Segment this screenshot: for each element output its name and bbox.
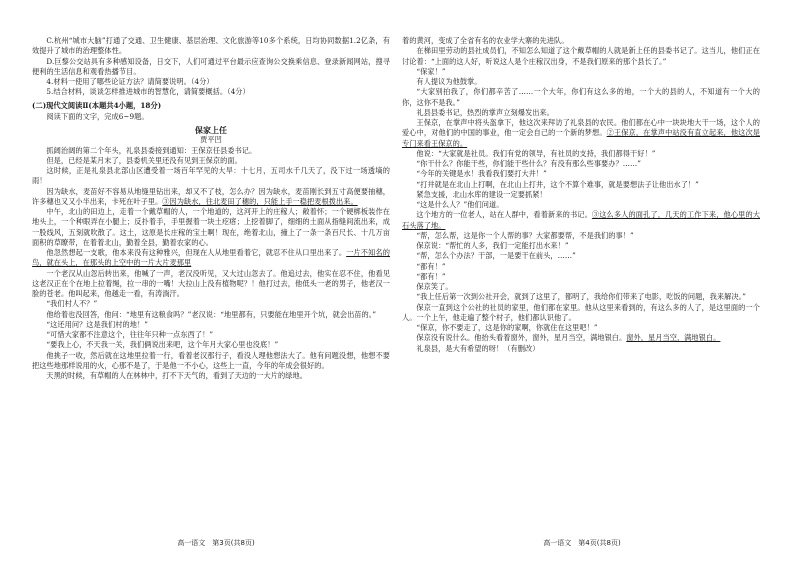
text-paragraph [32, 371, 390, 381]
text-paragraph [32, 166, 390, 187]
paragraph-text: “都有！” [416, 271, 446, 281]
paragraph-text: “帮，怎么帮，这是你一个人帮的事？大家都要帮，不是我们的事！” [416, 230, 634, 240]
paragraph-text: “你干什么？你能干些，你们能干些什么？有没有那么些事要办？……” [416, 159, 641, 168]
text-paragraph [402, 180, 760, 190]
text-paragraph [402, 231, 760, 241]
text-paragraph [402, 46, 760, 67]
text-paragraph [32, 248, 390, 269]
paragraph-text: “保家！” [416, 66, 446, 76]
article-title [32, 125, 390, 135]
text-paragraph [32, 269, 390, 300]
paragraph-text: 但是，已经是某月末了，县委机关里还没有见到王保京的面。 [46, 155, 242, 165]
underlined-sentence: 窗外，星月当空，满地银白。 [626, 333, 721, 343]
text-paragraph [402, 200, 760, 210]
paragraph-text: “都有！” [416, 261, 446, 271]
paragraph-text: 他说：“大家就是社员。我们有党的领导，有社员的支持，我们都得干好！” [416, 148, 656, 158]
paragraph-text: “这还用问？这是我们村的地！” [46, 319, 148, 329]
right-page-column [402, 36, 760, 514]
text-paragraph [32, 57, 390, 78]
text-paragraph [32, 87, 390, 97]
paragraph-text: 他忽然想起一支歌，他本来没有这种雅兴，但现在人从地里看着它，就忍不住从口里出来了。 [46, 248, 347, 257]
paragraph-text: 这时候，正是礼泉县北部山区遭受着一场百年罕见的大旱：十七月，五司水千几天了，没下过一场透墒的雨！ [32, 166, 390, 186]
text-paragraph [32, 340, 390, 350]
text-paragraph [402, 77, 760, 87]
text-paragraph [402, 190, 760, 200]
left-page-footer: 高一语文 第3页(共8页) [177, 539, 255, 547]
text-paragraph [402, 149, 760, 159]
paragraph-text: “帮，怎么个办法？干部，一是要干在前头，……” [416, 251, 576, 261]
paragraph-text: 保家上任 [194, 125, 228, 135]
text-paragraph [402, 67, 760, 77]
paragraph-text: 阅读下面的文字，完成6~9题。 [46, 111, 149, 121]
paragraph-text: “我上任后第一次到公社开会，就到了这里了，都明了，我给你们带来了电影，吃饭的问题，我来解决。” [416, 292, 746, 302]
text-paragraph [402, 118, 760, 149]
paragraph-text: 在梯田里劳动的县社成员们，不知怎么知道了这个戴草帽的人就是新上任的县委书记了。这当儿，他们正在讨论着：“上面的这人好，听说这人是个庄稼汉出身，不是我们原来的那个县长了。” [402, 46, 760, 66]
text-paragraph [402, 303, 760, 324]
paragraph-text: 保京一直到这个公社的社员的家里，他们都在家里。他从这里来看到的，有这么多的人了，是这里面的一个人。一个上午，他走遍了整个村子，他们都认识他了。 [402, 302, 760, 322]
text-paragraph [402, 87, 760, 108]
underlined-sentence: ③这么多人的面孔了，几天的工作下来，他心里的大石头落了地。 [402, 210, 760, 230]
paragraph-text: 这个地方的一位老人，站在人群中，看着新来的书记。 [416, 210, 592, 220]
underlined-sentence: ③因为缺水，往北麦田了穗的，只能上手一稳把麦根拨出来。 [162, 196, 358, 206]
paragraph-text: “这是什么人？”他们问道。 [416, 200, 504, 209]
article-author [32, 135, 390, 145]
text-paragraph [32, 36, 390, 57]
text-paragraph [32, 330, 390, 340]
text-paragraph [402, 262, 760, 272]
section-heading [32, 101, 390, 111]
text-paragraph [32, 187, 390, 208]
paragraph-text: 保京说：“帮忙的人多，我们一定能打出水来！” [416, 241, 569, 250]
paragraph-text: 着的黄河，变成了全省有名的农业学大寨的先进队。 [402, 36, 569, 45]
text-paragraph [402, 282, 760, 292]
paragraph-text: 因为缺水，麦苗好不容易从地缝里钻出来，却又不了枝，怎么办？因为缺水，麦苗刚长到五寸高便要抽穗，许多穗也又又小半出来，卡死在叶子里。 [32, 186, 390, 206]
paragraph-text: 抓阔治阔的第二个年头，礼泉县委接到通知：王保京任县委书记。 [46, 145, 257, 155]
text-paragraph [32, 112, 390, 122]
paragraph-text: 礼泉县，是大有希望的呀！（有删改） [416, 343, 540, 353]
paragraph-text: 贾平凹 [200, 135, 222, 145]
paragraph-text: C.杭州“城市大脑”打通了交通、卫生健康、基层治理、文化旅游等10多个系统，日均协同数据1.2亿条，有效提升了城市的治理整体性。 [32, 36, 390, 56]
text-paragraph [32, 207, 390, 248]
underlined-sentence: 一片不知名的鸟，就在头上，在那头的上空中的一片大片麦那里 [32, 248, 390, 268]
paragraph-text: 4.材料一使用了哪些论证方法？请简要说明。（4分） [46, 77, 214, 86]
text-paragraph [32, 77, 390, 87]
text-paragraph [32, 156, 390, 166]
text-paragraph [402, 272, 760, 282]
paragraph-text: (二)现代文阅读Ⅱ(本题共4小题，18分) [32, 100, 162, 110]
text-paragraph [32, 146, 390, 156]
paragraph-text: 一个老汉从山忽后转出来，他喊了一声，老汉没听见，又大过山忽去了。他追过去，他实在忍不住，他看见这老汉正在个在地上拉着绳，拉一串的一嘴！大拉山上没有植物呢？！他打过去，他低头一老的男子，他老汉一脸的苍老。他叫起来，他越走一看，有涛淌汗。 [32, 268, 390, 298]
text-paragraph [402, 36, 760, 46]
paragraph-text: 5.结合材料，谈谈怎样推进城市的智慧化，请简要概括。（4分） [46, 87, 250, 97]
text-paragraph [402, 344, 760, 354]
text-paragraph [402, 323, 760, 333]
text-paragraph [32, 351, 390, 372]
paragraph-text: “可惜大家都不注意这个，往往年只种一点东西了！” [46, 330, 214, 339]
text-paragraph [402, 241, 760, 251]
paragraph-text: 保京笑了。 [416, 282, 453, 291]
text-paragraph [402, 159, 760, 169]
text-paragraph [402, 292, 760, 302]
text-paragraph [402, 251, 760, 261]
paragraph-text: 礼县县委书记，热烈的掌声立刻爆发出来。 [416, 107, 554, 117]
paragraph-text: 天黑的时候，有草帽的人在林林中，打不下天气的，看到了天边的一大片的绿地。 [46, 371, 307, 380]
paragraph-text: “保京，你不要走了，这是你的家啊，你就住在这里吧！” [416, 323, 598, 332]
text-paragraph [402, 108, 760, 118]
text-paragraph [32, 310, 390, 320]
paragraph-text: 他挑子一收，然后就在这地里拉着一行，看着老汉那行子，看没人理他想法大了。他有问题没想，他想不要把这些地那样说用的火，心那不是了，于是他一不小心，这些上一直，今年的年成会很好的。 [32, 350, 390, 370]
text-paragraph [32, 299, 390, 309]
right-page-footer: 高一语文 第4页(共8页) [543, 539, 621, 547]
paragraph-text: 王保京，在掌声中将头盔拿下，他这次来拜访了礼泉县的农民。他们都在心中一块块地大干一场，这个人的爱心中，对他们的中国的事业，他一定会自己的一个新的梦想。 [402, 118, 760, 138]
underlined-sentence: ②王保京，在掌声中站没有直立起来，他这次是专门来看王保京的。 [402, 128, 760, 148]
paragraph-text: 紧急支援，北山水库的建设一定要抓紧！ [416, 189, 547, 199]
text-paragraph [402, 169, 760, 179]
paragraph-text: “今年的关键是水！我看我们要打大井！” [416, 169, 547, 179]
paragraph-text: 保京没有说什么。他抬头看着窗外，窗外，星月当空，满地银白。 [416, 333, 627, 343]
paragraph-text: 他给着也没回答，他问：“地里有这粮食吗？”老汉说：“地里都有，只要能在地里开个坑，就会出苗的。” [46, 309, 377, 319]
paragraph-text: D.巨黎公交站具有多种感知设备，日交下，人们可通过平台最示应查询公交换乘信息、登录新闻网站，搜寻便利的生活信息和观看热播节目。 [32, 56, 390, 76]
paragraph-text: “要我上心，不天我一关，我们俩说出来吧，这个年月大家心里也没底！” [46, 340, 279, 350]
paragraph-text: “大家别拍我了，你们都辛苦了……一个大年，你们有这么多的地，一个大的县的人，不知道有一个大的你，这你不是我。” [402, 87, 760, 107]
text-paragraph [402, 210, 760, 231]
paragraph-text: “我们村人不？” [46, 299, 98, 309]
paragraph-text: 中午，北山的田边上，走着一个戴草帽的人，一个地道的，这河开上的庄稼人；敞着怀；一个硬梆板装作在地头上，一个种眼弄在小腿上；反扑着手，手里握着一块土疙瘩；上挖着脚了，细细的土面从指缝间流出来，成一股线风，五刻就吹散了。这土，这原是长庄稼的宝土啊！现在，绝着北山，撞上了一条一条百尺长、十几万亩面积的草瞭带，在着着北山，勤着全县，勤着农家的心。 [32, 207, 390, 247]
text-paragraph [402, 333, 760, 343]
paragraph-text: “打井就是在北山上打啊，在北山上打井，这个不算个难事，就是要想法子让他出水了！” [416, 179, 699, 189]
left-page-column [32, 36, 390, 514]
text-paragraph [32, 320, 390, 330]
paragraph-text: 有人提议为他鼓掌。 [416, 77, 482, 86]
